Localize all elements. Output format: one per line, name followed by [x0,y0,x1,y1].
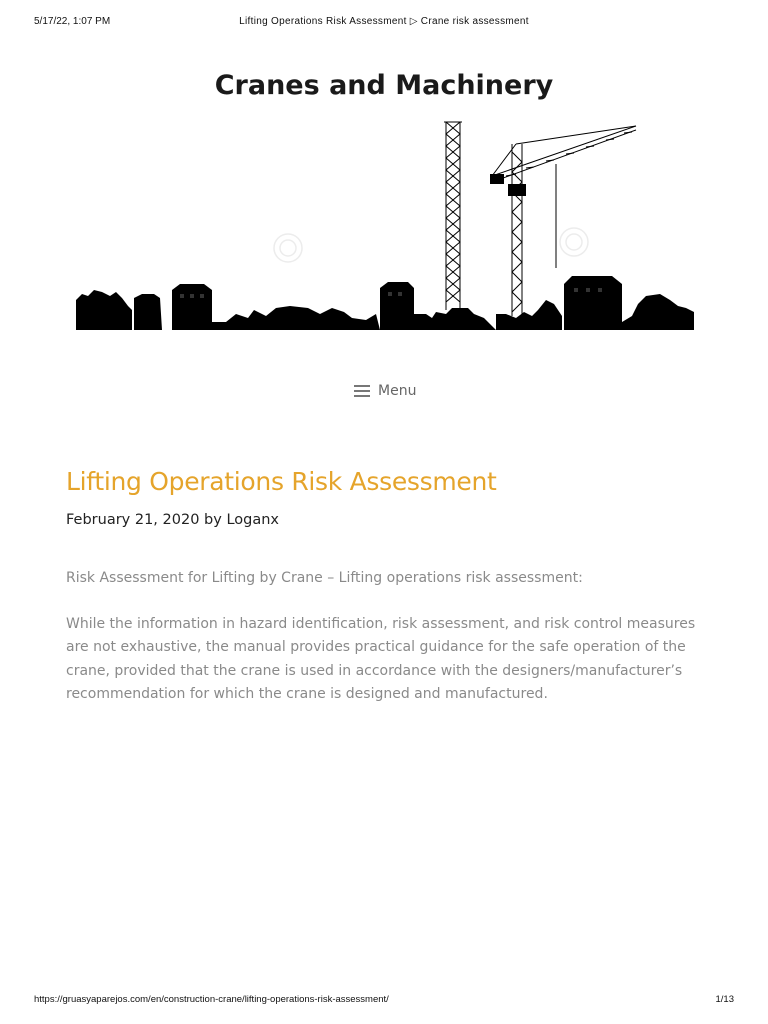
post-date-link[interactable]: February 21, 2020 [66,512,200,528]
print-page-number: 1/13 [715,994,734,1005]
post-paragraph-intro: Risk Assessment for Lifting by Crane – Lifting operations risk assessment: [66,570,583,586]
post-title[interactable]: Lifting Operations Risk Assessment [66,467,497,496]
print-page-title: Lifting Operations Risk Assessment ▷ Crane risk assessment [239,16,529,27]
post-byline-prefix: by [204,512,222,528]
print-datetime: 5/17/22, 1:07 PM [34,16,111,27]
post-meta [66,512,279,528]
print-header [34,16,734,30]
menu-label: Menu [378,383,417,399]
hamburger-icon [354,385,370,397]
menu-toggle-button[interactable] [354,383,416,399]
print-url: https://gruasyaparejos.com/en/construction-crane/lifting-operations-risk-assessment/ [34,994,389,1005]
crane-skyline-illustration [76,118,694,330]
post-paragraph-body: While the information in hazard identification, risk assessment, and risk control measures are not exhaustive, the manual provides practical guidance for the safe operation of the crane, provided that the crane is used in accordance with the designers/manufacturer’s recommendation for which the crane is designed and manufactured. [66,616,696,702]
post-author-link[interactable]: Loganx [226,512,280,528]
post-content [66,567,706,729]
site-title[interactable]: Cranes and Machinery [214,70,554,101]
print-footer [34,994,734,1008]
